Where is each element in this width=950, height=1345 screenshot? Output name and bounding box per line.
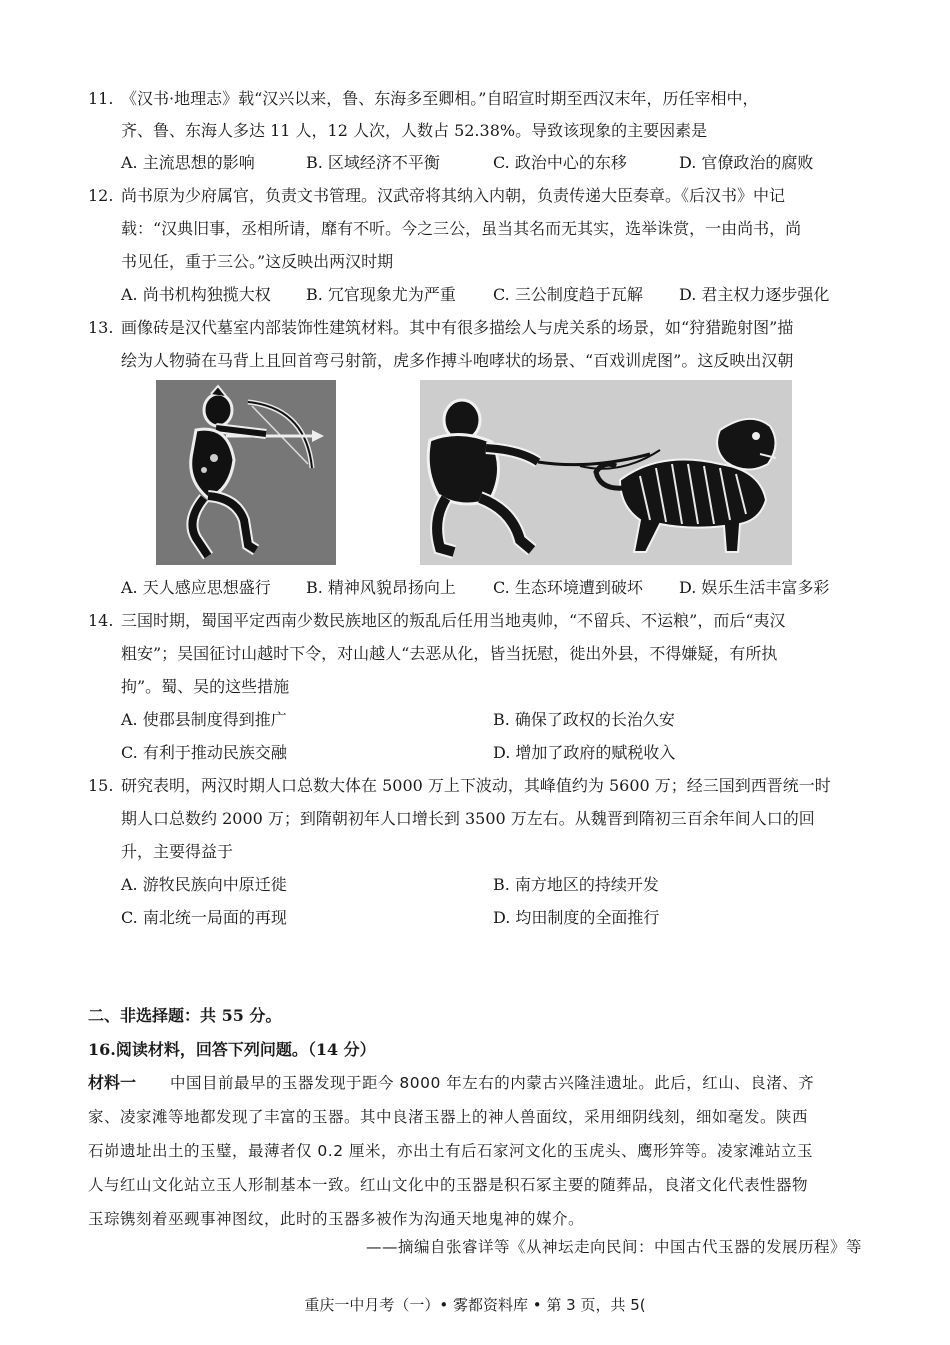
q11-option-b[interactable]: B. 区域经济不平衡 [306,153,440,172]
q15-text-line: 期人口总数约 2000 万；到隋朝初年人口增长到 3500 万左右。从魏晋到隋初三百余年间人口的回 [121,809,815,828]
material-text-line: 家、凌家滩等地都发现了丰富的玉器。其中良渚玉器上的神人兽面纹，采用细阴线刻，细如毫发。陕西 [88,1108,809,1126]
material-source: ——摘编自张睿详等《从神坛走向民间：中国古代玉器的发展历程》等 [365,1238,862,1256]
q12-number: 12. [88,186,114,205]
q12-option-d[interactable]: D. 君主权力逐步强化 [679,285,830,304]
q11-text-line: 《汉书·地理志》载“汉兴以来，鲁、东海多至卿相。”自昭宣时期至西汉末年，历任宰相中， [121,89,759,108]
q15-text-line: 升，主要得益于 [121,842,234,861]
q12-option-b[interactable]: B. 冗官现象尤为严重 [306,285,456,304]
material-text-line: 中国目前最早的玉器发现于距今 8000 年左右的内蒙古兴隆洼遗址。此后，红山、良渚、齐 [170,1074,815,1092]
q15-number: 15. [88,776,114,795]
archer-relief-image [156,380,336,565]
q13-option-b[interactable]: B. 精神风貌昂扬向上 [306,578,456,597]
q13-text-line: 绘为人物骑在马背上且回首弯弓射箭，虎多作搏斗咆哮状的场景、“百戏训虎图”。这反映出汉朝 [121,351,794,370]
q11-option-d[interactable]: D. 官僚政治的腐败 [679,153,814,172]
q14-text-line: 拘”。蜀、吴的这些措施 [121,677,290,696]
q15-option-c[interactable]: C. 南北统一局面的再现 [121,908,287,927]
q11-number: 11. [88,89,114,108]
q13-number: 13. [88,318,114,337]
q13-option-d[interactable]: D. 娱乐生活丰富多彩 [679,578,830,597]
material-label: 材料一 [88,1073,137,1092]
q14-text-line: 粗安”；吴国征讨山越时下令，对山越人“去恶从化，皆当抚慰，徙出外县，不得嫌疑，有所执 [121,644,778,663]
material-text-line: 人与红山文化站立玉人形制基本一致。红山文化中的玉器是积石冢主要的随葬品，良渚文化代表性器物 [88,1176,809,1194]
q15-option-b[interactable]: B. 南方地区的持续开发 [493,875,659,894]
section-heading: 二、非选择题：共 55 分。 [88,1006,282,1025]
q15-option-a[interactable]: A. 游牧民族向中原迁徙 [121,875,287,894]
q12-text-line: 尚书原为少府属官，负责文书管理。汉武帝将其纳入内朝，负责传递大臣奏章。《后汉书》中记 [121,186,786,205]
q12-option-a[interactable]: A. 尚书机构独揽大权 [121,285,271,304]
tiger-training-relief-image [420,380,792,565]
page-footer: 重庆一中月考（一）• 雾都资料库 • 第 3 页，共 5( [304,1296,646,1314]
q16-title: 16.阅读材料，回答下列问题。（14 分） [88,1040,376,1059]
q12-text-line: 载：“汉典旧事，丞相所请，靡有不听。今之三公，虽当其名而无其实，选举诛赏，一由尚书，尚 [121,219,802,238]
q14-number: 14. [88,611,114,630]
q15-option-d[interactable]: D. 均田制度的全面推行 [493,908,660,927]
q14-option-c[interactable]: C. 有利于推动民族交融 [121,743,287,762]
q11-option-c[interactable]: C. 政治中心的东移 [493,153,627,172]
q12-option-c[interactable]: C. 三公制度趋于瓦解 [493,285,643,304]
q13-text-line: 画像砖是汉代墓室内部装饰性建筑材料。其中有很多描绘人与虎关系的场景，如“狩猎跪射图”描 [121,318,794,337]
q14-text-line: 三国时期，蜀国平定西南少数民族地区的叛乱后任用当地夷帅，“不留兵、不运粮”，而后“夷汉 [121,611,786,630]
q15-text-line: 研究表明，两汉时期人口总数大体在 5000 万上下波动，其峰值约为 5600 万；经三国到西晋统一时 [121,776,831,795]
q14-option-a[interactable]: A. 使郡县制度得到推广 [121,710,287,729]
q13-option-c[interactable]: C. 生态环境遭到破坏 [493,578,643,597]
q11-text-line: 齐、鲁、东海人多达 11 人，12 人次，人数占 52.38%。导致该现象的主要因素是 [121,121,708,140]
q13-option-a[interactable]: A. 天人感应思想盛行 [121,578,271,597]
q12-text-line: 书见任，重于三公。”这反映出两汉时期 [121,252,394,271]
q14-option-d[interactable]: D. 增加了政府的赋税收入 [493,743,676,762]
material-text-line: 石峁遗址出土的玉璧，最薄者仅 0.2 厘米，亦出土有后石家河文化的玉虎头、鹰形笄等。凌家滩站立玉 [88,1142,814,1160]
q14-option-b[interactable]: B. 确保了政权的长治久安 [493,710,675,729]
material-text-line: 玉琮镌刻着巫觋事神图纹，此时的玉器多被作为沟通天地鬼神的媒介。 [88,1210,585,1228]
q11-option-a[interactable]: A. 主流思想的影响 [121,153,255,172]
